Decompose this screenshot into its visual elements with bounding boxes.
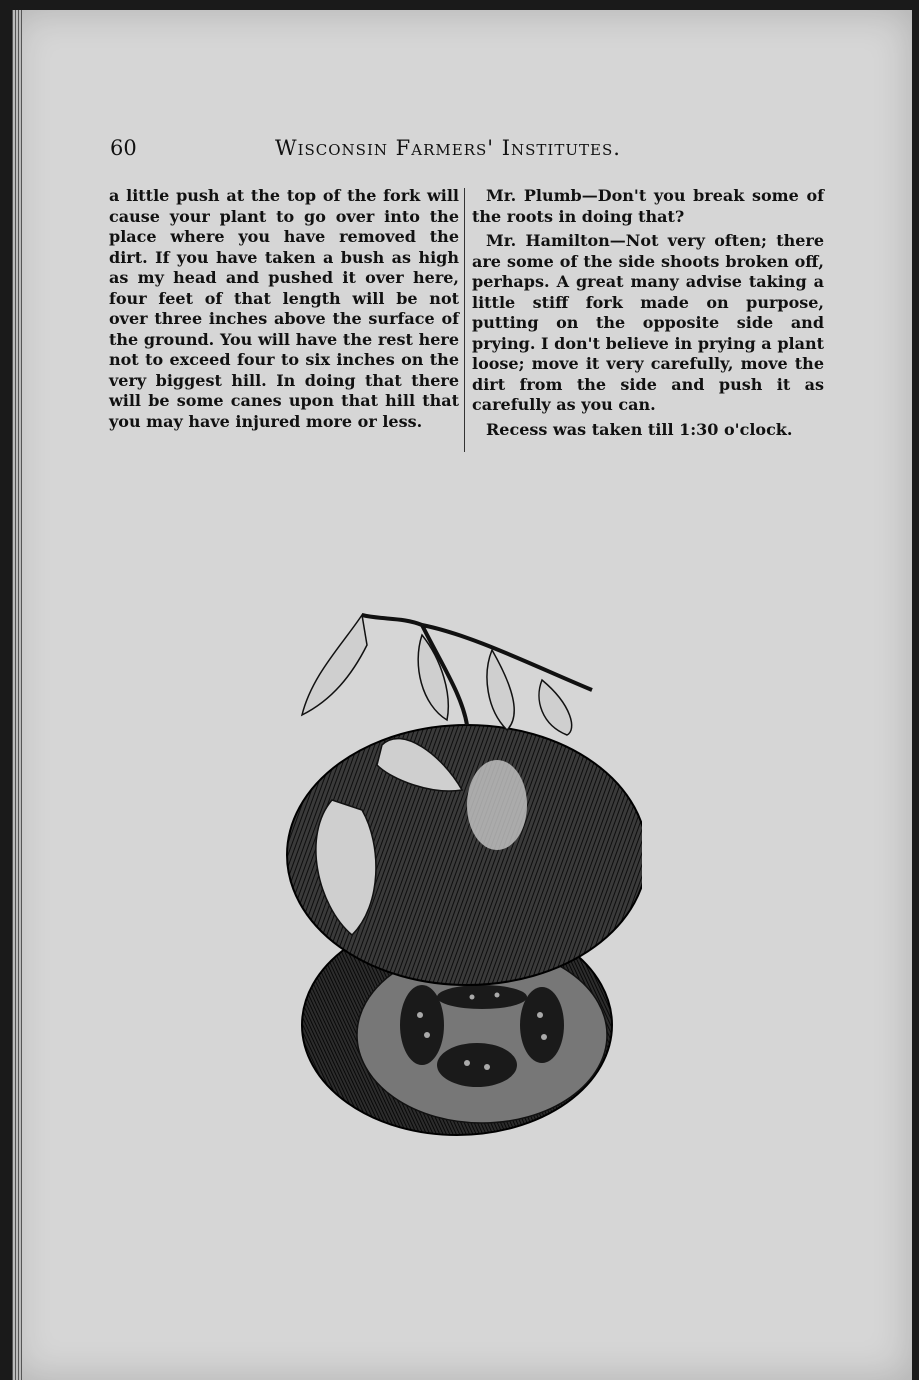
column-divider — [464, 188, 465, 452]
paragraph: a little push at the top of the fork will cause your plant to go over into the place where you have removed the dirt. If you have taken a bush as high as my head and pushed it over here, four feet of that length will be not over three inches above the surface of the ground. You will have the rest here not to exceed four to six inches on the very biggest hill. In doing that there will be some canes upon that hill that you may have injured more or less. — [109, 186, 459, 431]
page-number: 60 — [110, 136, 137, 160]
paragraph: Recess was taken till 1:30 o'clock. — [486, 419, 793, 439]
running-title: Wisconsin Farmers' Institutes. — [275, 136, 621, 160]
left-column — [109, 186, 459, 436]
tomato-engraving-icon — [272, 605, 642, 1145]
page-edge — [12, 10, 22, 1380]
paragraph: Mr. Plumb—Don't you break some of the roots in doing that? — [472, 186, 824, 226]
book-page — [12, 10, 912, 1380]
right-column — [472, 186, 824, 444]
paragraph: Mr. Hamilton—Not very often; there are some of the side shoots broken off, perhaps. A great many advise taking a little stiff fork made on purpose, putting on the opposite side and prying. I don't believe in prying a plant loose; move it very carefully, move the dirt from the side and push it as carefully as you can. — [472, 231, 824, 414]
page-header — [110, 136, 670, 172]
